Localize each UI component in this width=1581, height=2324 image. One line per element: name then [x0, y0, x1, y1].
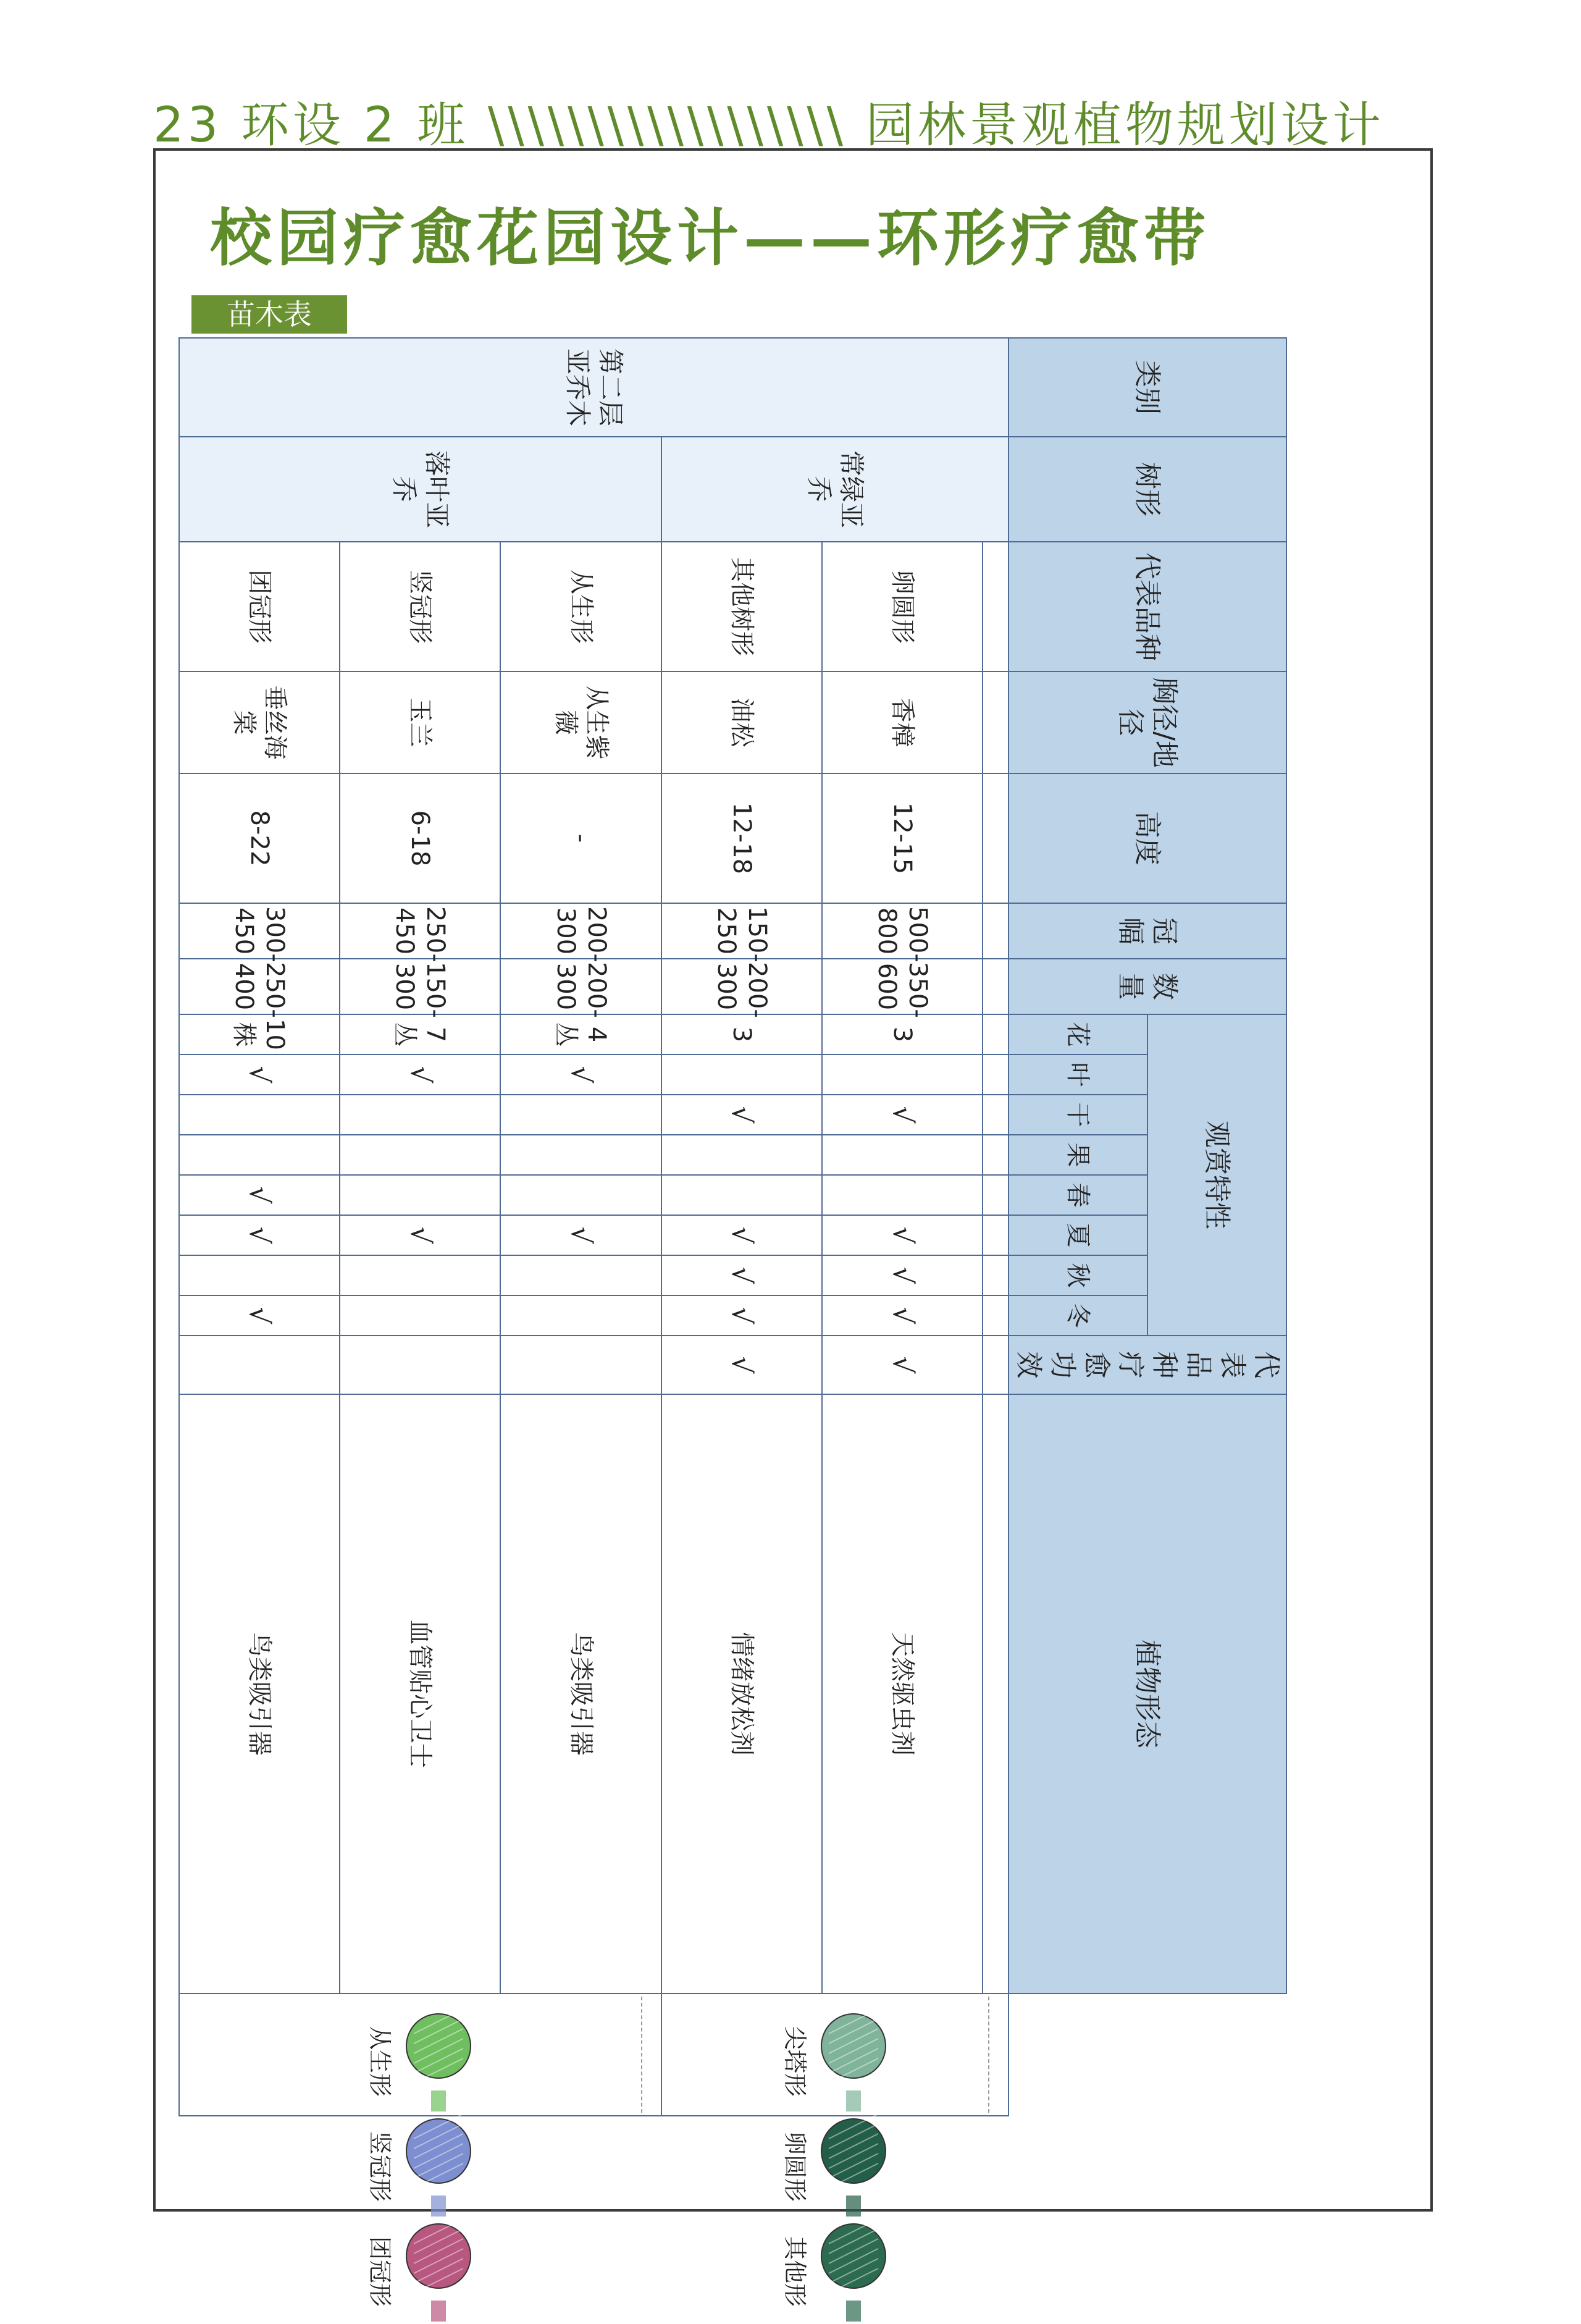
ornamental-mark-cell: √ [179, 1175, 340, 1215]
ornamental-mark-cell: √ [661, 1255, 822, 1295]
species-cell: 玉兰 [340, 672, 500, 773]
table-row [500, 338, 661, 2116]
healing-cell [983, 1394, 1009, 1994]
col-category-head: 类别 [1009, 338, 1286, 437]
plant-crown-plan-icon [821, 2224, 886, 2288]
ornamental-mark-cell: √ [661, 1095, 822, 1135]
ornamental-mark-cell [983, 1215, 1009, 1255]
col-trunk-head: 干 [1009, 1095, 1147, 1135]
col-autumn-head: 秋 [1009, 1255, 1147, 1295]
shape-cell: 竖冠形 [340, 542, 500, 672]
ornamental-mark-cell [179, 1095, 340, 1135]
plant-form-label: 卵圆形 [781, 2131, 808, 2202]
ornamental-mark-cell [500, 1135, 661, 1175]
col-spring-head: 春 [1009, 1175, 1147, 1215]
col-qty-head: 数量 [1009, 959, 1286, 1014]
healing-cell: 鸟类吸引器 [179, 1394, 340, 1994]
plant-illustration [779, 2009, 891, 2114]
ornamental-mark-cell [983, 1336, 1009, 1394]
page-title: 校园疗愈花园设计——环形疗愈带 [210, 201, 1210, 274]
table-row [822, 338, 983, 2116]
plant-plan-icon [401, 2009, 476, 2114]
plant-form-label: 竖冠形 [366, 2131, 393, 2202]
healing-cell: 情绪放松剂 [661, 1394, 822, 1994]
col-ornamental-head: 观赏特性 [1147, 1014, 1286, 1336]
healing-cell: 血管贴心卫士 [340, 1394, 500, 1994]
ornamental-mark-cell [983, 1295, 1009, 1336]
ornamental-mark-cell: √ [179, 1215, 340, 1255]
ornamental-mark-cell [500, 1255, 661, 1295]
plant-illustration [364, 2114, 476, 2219]
plant-form-label: 团冠形 [366, 2236, 393, 2307]
scale-ruler [988, 1997, 1005, 2113]
ornamental-mark-cell [983, 1135, 1009, 1175]
ornamental-mark-cell [340, 1175, 500, 1215]
height-cell: 150-250 [661, 903, 822, 959]
crown-cell: 200-300 [661, 959, 822, 1014]
plant-illustration [779, 2114, 891, 2219]
ornamental-mark-cell [340, 1095, 500, 1135]
ornamental-mark-cell: √ [822, 1215, 983, 1255]
species-cell: 从生紫薇 [500, 672, 661, 773]
ornamental-mark-cell [340, 1295, 500, 1336]
ornamental-mark-cell [500, 1295, 661, 1336]
plant-form-list [665, 1997, 1005, 2307]
ornamental-mark-cell [500, 1095, 661, 1135]
species-cell: 香樟 [822, 672, 983, 773]
col-species-head: 代表品种 [1009, 542, 1286, 672]
species-cell: 油松 [661, 672, 822, 773]
ornamental-mark-cell: √ [500, 1055, 661, 1095]
shape-cell [983, 542, 1009, 672]
quantity-cell: 7丛 [340, 1014, 500, 1055]
col-dbh-head: 胸径/地径 [1009, 672, 1286, 773]
ornamental-mark-cell: √ [340, 1215, 500, 1255]
crown-cell [983, 959, 1009, 1014]
ornamental-mark-cell [822, 1135, 983, 1175]
plant-illustration [364, 2009, 476, 2114]
height-cell [983, 903, 1009, 959]
col-winter-head: 冬 [1009, 1295, 1147, 1336]
ornamental-mark-cell [500, 1175, 661, 1215]
category-group-cell: 落叶亚乔 [179, 437, 661, 542]
ornamental-mark-cell: √ [822, 1295, 983, 1336]
plant-elevation-icon [431, 2090, 446, 2111]
shape-cell: 团冠形 [179, 542, 340, 672]
plant-plan-icon [816, 2009, 891, 2114]
ornamental-mark-cell: √ [179, 1055, 340, 1095]
ornamental-mark-cell [661, 1055, 822, 1095]
table-row [179, 338, 340, 2116]
shape-cell: 其他树形 [661, 542, 822, 672]
section-tag: 苗木表 [191, 295, 347, 334]
ornamental-mark-cell [179, 1135, 340, 1175]
ornamental-mark-cell [822, 1055, 983, 1095]
dbh-cell: 12-18 [661, 773, 822, 903]
plant-form-label: 从生形 [366, 2026, 393, 2097]
category-group-cell: 常绿亚乔 [661, 437, 1009, 542]
plant-plan-icon [816, 2219, 891, 2324]
quantity-cell: 3 [822, 1014, 983, 1055]
plant-elevation-icon [431, 2301, 446, 2322]
crown-cell: 250-400 [179, 959, 340, 1014]
species-cell: 垂丝海棠 [179, 672, 340, 773]
col-height-head: 高度 [1009, 773, 1286, 903]
plant-form-label: 尖塔形 [781, 2026, 808, 2097]
quantity-cell: 10株 [179, 1014, 340, 1055]
table-row [340, 338, 500, 2116]
plant-form-cell [661, 1994, 1009, 2307]
plant-crown-plan-icon [406, 2119, 471, 2183]
plant-crown-plan-icon [406, 2224, 471, 2288]
dbh-cell: - [500, 773, 661, 903]
healing-cell: 鸟类吸引器 [500, 1394, 661, 1994]
col-form-head: 植物形态 [1009, 1394, 1286, 1994]
quantity-cell: 3 [661, 1014, 822, 1055]
healing-cell: 天然驱虫剂 [822, 1394, 983, 1994]
plant-crown-plan-icon [406, 2014, 471, 2078]
quantity-cell: 4丛 [500, 1014, 661, 1055]
plant-elevation-icon [846, 2090, 861, 2111]
col-summer-head: 夏 [1009, 1215, 1147, 1255]
col-crown-head: 冠幅 [1009, 903, 1286, 959]
header-class-title: 23 环设 2 班 \\\\\\\\\\\\\\\\\\ 园林景观植物规划设计 [153, 98, 1385, 153]
ornamental-mark-cell: √ [822, 1336, 983, 1394]
ornamental-mark-cell [179, 1336, 340, 1394]
crown-cell: 350-600 [822, 959, 983, 1014]
shape-cell: 从生形 [500, 542, 661, 672]
plant-elevation-icon [431, 2196, 446, 2217]
ornamental-mark-cell: √ [661, 1295, 822, 1336]
ornamental-mark-cell [983, 1175, 1009, 1215]
ornamental-mark-cell [340, 1135, 500, 1175]
nursery-table [178, 337, 1287, 2307]
ornamental-mark-cell [983, 1255, 1009, 1295]
height-cell: 250-450 [340, 903, 500, 959]
col-flower-head: 花 [1009, 1014, 1147, 1055]
ornamental-mark-cell [661, 1175, 822, 1215]
table-row [983, 338, 1009, 2116]
ornamental-mark-cell [500, 1336, 661, 1394]
table-body [179, 338, 1009, 2307]
species-cell [983, 672, 1009, 773]
header-row-1 [1147, 338, 1286, 2116]
height-cell: 500-800 [822, 903, 983, 959]
ornamental-mark-cell [983, 1095, 1009, 1135]
ornamental-mark-cell [340, 1336, 500, 1394]
col-healing-head: 代表品种疗愈功效 [1009, 1336, 1286, 1394]
plant-form-label: 其他形 [781, 2236, 808, 2307]
ornamental-mark-cell: √ [500, 1215, 661, 1255]
ornamental-mark-cell: √ [822, 1095, 983, 1135]
plant-form-cell [179, 1994, 661, 2307]
plant-elevation-icon [846, 2196, 861, 2217]
dbh-cell [983, 773, 1009, 903]
quantity-cell [983, 1014, 1009, 1055]
dbh-cell: 8-22 [179, 773, 340, 903]
height-cell: 200-300 [500, 903, 661, 959]
crown-cell: 150-300 [340, 959, 500, 1014]
plant-illustration [779, 2219, 891, 2324]
ornamental-mark-cell: √ [661, 1336, 822, 1394]
category-main-cell: 第二层 亚乔木 [179, 338, 1009, 437]
ornamental-mark-cell [822, 1175, 983, 1215]
col-shape-head: 树形 [1009, 437, 1286, 542]
shape-cell: 卵圆形 [822, 542, 983, 672]
ornamental-mark-cell: √ [822, 1255, 983, 1295]
col-fruit-head: 果 [1009, 1135, 1147, 1175]
plant-form-list [182, 1997, 658, 2307]
nursery-table-wrapper [229, 337, 1287, 2307]
plant-plan-icon [401, 2219, 476, 2324]
plant-plan-icon [816, 2114, 891, 2219]
plant-illustration [364, 2219, 476, 2324]
plant-plan-icon [401, 2114, 476, 2219]
plant-crown-plan-icon [821, 2119, 886, 2183]
col-leaf-head: 叶 [1009, 1055, 1147, 1095]
ornamental-mark-cell [661, 1135, 822, 1175]
ornamental-mark-cell [179, 1255, 340, 1295]
table-row [661, 338, 822, 2116]
ornamental-mark-cell [340, 1255, 500, 1295]
scale-ruler [641, 1997, 658, 2113]
ornamental-mark-cell: √ [179, 1295, 340, 1336]
plant-crown-plan-icon [821, 2014, 886, 2078]
crown-cell: 200-300 [500, 959, 661, 1014]
dbh-cell: 12-15 [822, 773, 983, 903]
height-cell: 300-450 [179, 903, 340, 959]
plant-elevation-icon [846, 2301, 861, 2322]
ornamental-mark-cell: √ [661, 1215, 822, 1255]
ornamental-mark-cell [983, 1055, 1009, 1095]
dbh-cell: 6-18 [340, 773, 500, 903]
ornamental-mark-cell: √ [340, 1055, 500, 1095]
